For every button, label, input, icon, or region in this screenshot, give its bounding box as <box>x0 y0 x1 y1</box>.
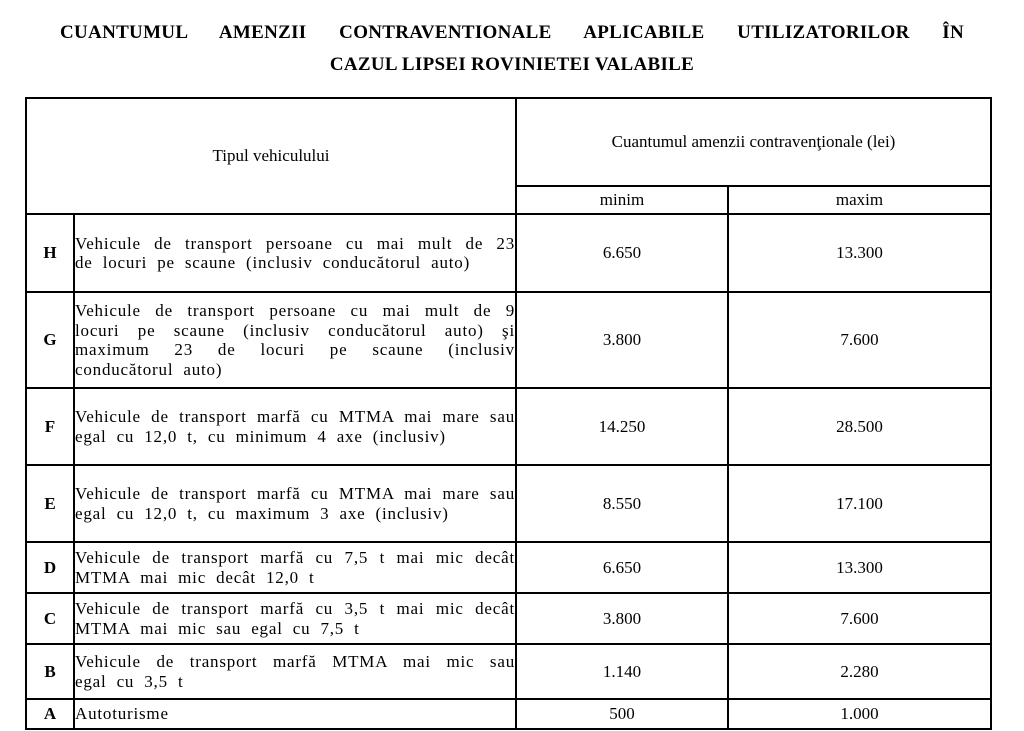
category-label: G <box>26 292 74 388</box>
vehicle-description: Vehicule de transport marfă cu MTMA mai mare sau egal cu 12,0 t, cu maximum 3 axe (inclusiv) <box>74 465 516 542</box>
min-fine-value: 14.250 <box>516 388 728 465</box>
header-fine-amount: Cuantumul amenzii contravenţionale (lei) <box>516 98 991 186</box>
table-row-f <box>26 388 991 465</box>
category-label: C <box>26 593 74 644</box>
min-fine-value: 3.800 <box>516 292 728 388</box>
min-fine-value: 500 <box>516 699 728 729</box>
max-fine-value: 17.100 <box>728 465 991 542</box>
header-vehicle-type: Tipul vehiculului <box>26 98 516 214</box>
max-fine-value: 7.600 <box>728 593 991 644</box>
min-fine-value: 6.650 <box>516 542 728 593</box>
table-row-h <box>26 214 991 292</box>
header-min: minim <box>516 186 728 214</box>
fines-table <box>25 97 992 730</box>
title-line-1: CUANTUMUL AMENZII CONTRAVENTIONALE APLICABILE UTILIZATORILOR ÎN <box>60 22 964 43</box>
min-fine-value: 1.140 <box>516 644 728 699</box>
max-fine-value: 7.600 <box>728 292 991 388</box>
vehicle-description: Vehicule de transport marfă MTMA mai mic sau egal cu 3,5 t <box>74 644 516 699</box>
category-label: A <box>26 699 74 729</box>
vehicle-description: Vehicule de transport persoane cu mai mult de 23 de locuri pe scaune (inclusiv conducătorul auto) <box>74 214 516 292</box>
title-line-2: CAZUL LIPSEI ROVINIETEI VALABILE <box>329 54 695 75</box>
header-max: maxim <box>728 186 991 214</box>
table-header-row-1 <box>26 98 991 186</box>
category-label: D <box>26 542 74 593</box>
table-row-c <box>26 593 991 644</box>
max-fine-value: 1.000 <box>728 699 991 729</box>
document-title <box>60 17 964 81</box>
category-label: F <box>26 388 74 465</box>
min-fine-value: 6.650 <box>516 214 728 292</box>
category-label: B <box>26 644 74 699</box>
table-row-a <box>26 699 991 729</box>
min-fine-value: 8.550 <box>516 465 728 542</box>
table-row-e <box>26 465 991 542</box>
max-fine-value: 13.300 <box>728 542 991 593</box>
vehicle-description: Autoturisme <box>74 699 516 729</box>
category-label: H <box>26 214 74 292</box>
category-label: E <box>26 465 74 542</box>
table-row-d <box>26 542 991 593</box>
table-row-b <box>26 644 991 699</box>
max-fine-value: 28.500 <box>728 388 991 465</box>
max-fine-value: 2.280 <box>728 644 991 699</box>
vehicle-description: Vehicule de transport marfă cu 7,5 t mai mic decât MTMA mai mic decât 12,0 t <box>74 542 516 593</box>
min-fine-value: 3.800 <box>516 593 728 644</box>
vehicle-description: Vehicule de transport persoane cu mai mult de 9 locuri pe scaune (inclusiv conducătorul auto) şi maximum 23 de locuri pe scaune (inclusiv conducătorul auto) <box>74 292 516 388</box>
max-fine-value: 13.300 <box>728 214 991 292</box>
vehicle-description: Vehicule de transport marfă cu MTMA mai mare sau egal cu 12,0 t, cu minimum 4 axe (inclusiv) <box>74 388 516 465</box>
vehicle-description: Vehicule de transport marfă cu 3,5 t mai mic decât MTMA mai mic sau egal cu 7,5 t <box>74 593 516 644</box>
table-row-g <box>26 292 991 388</box>
